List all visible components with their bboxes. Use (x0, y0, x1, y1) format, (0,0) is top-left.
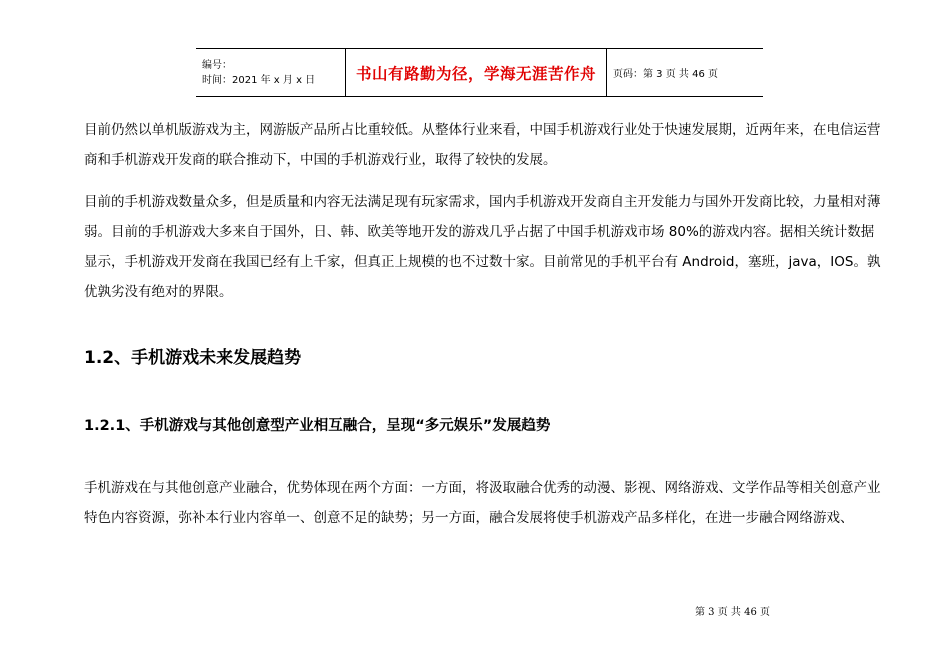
header-motto: 书山有路勤为径，学海无涯苦作舟 (346, 49, 607, 97)
page-footer: 第 3 页 共 46 页 (695, 607, 770, 618)
body-paragraph-3: 手机游戏在与其他创意产业融合，优势体现在两个方面：一方面，将汲取融合优秀的动漫、影视、网络游戏、文学作品等相关创意产业特色内容资源，弥补本行业内容单一、创意不足的缺势；另一方面，融合发展将使手机游戏产品多样化，在进一步融合网络游戏、 (84, 480, 881, 526)
section-heading-1-2: 1.2、手机游戏未来发展趋势 (84, 348, 302, 368)
body-paragraph-1: 目前仍然以单机版游戏为主，网游版产品所占比重较低。从整体行业来看，中国手机游戏行业处于快速发展期，近两年来，在电信运营商和手机游戏开发商的联合推动下，中国的手机游戏行业，取得了较快的发展。 (84, 122, 881, 168)
header-info-cell (196, 49, 346, 97)
header-page-code: 页码：第 3 页 共 46 页 (607, 49, 764, 97)
page-header (196, 48, 763, 97)
section-heading-1-2-1: 1.2.1、手机游戏与其他创意型产业相互融合，呈现“多元娱乐”发展趋势 (84, 418, 551, 434)
body-paragraph-2: 目前的手机游戏数量众多，但是质量和内容无法满足现有玩家需求，国内手机游戏开发商自主开发能力与国外开发商比较，力量相对薄弱。目前的手机游戏大多来自于国外，日、韩、欧美等地开发的游戏几乎占据了中国手机游戏市场 80%的游戏内容。据相关统计数据显示，手机游戏开发商在我国已经有上千家，但真正上规模的也不过数十家。目前常见的手机平台有 Android，塞班，java，IOS。孰优孰劣没有绝对的界限。 (84, 194, 881, 300)
document-date: 时间：2021 年 x 月 x 日 (202, 74, 316, 86)
document-number-label: 编号： (202, 59, 232, 71)
